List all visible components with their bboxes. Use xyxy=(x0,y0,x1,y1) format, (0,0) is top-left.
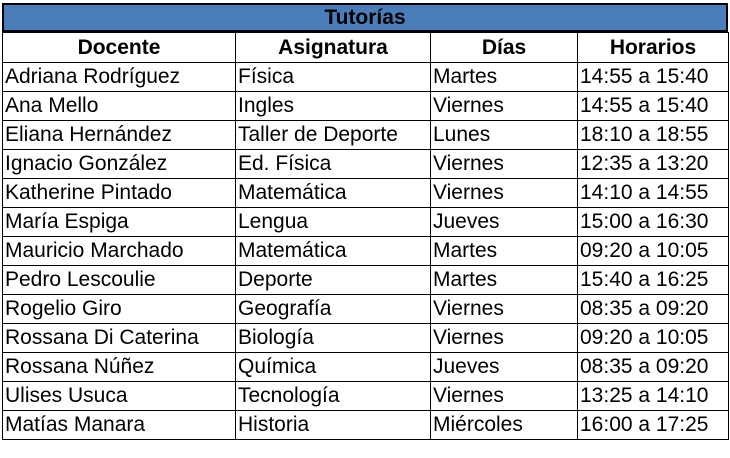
header-dias[interactable]: Días xyxy=(431,33,578,63)
docente-cell[interactable]: Rogelio Giro xyxy=(3,295,236,324)
horarios-cell[interactable]: 14:55 a 15:40 xyxy=(578,63,729,92)
docente-cell[interactable]: Rossana Núñez xyxy=(3,353,236,382)
horarios-cell[interactable]: 14:10 a 14:55 xyxy=(578,179,729,208)
asignatura-cell[interactable]: Física xyxy=(236,63,431,92)
horarios-cell[interactable]: 12:35 a 13:20 xyxy=(578,150,729,179)
table-row xyxy=(3,382,729,411)
docente-cell[interactable]: Eliana Hernández xyxy=(3,121,236,150)
table-row xyxy=(3,63,729,92)
table-row xyxy=(3,266,729,295)
table-title[interactable]: Tutorías xyxy=(2,3,728,32)
asignatura-cell[interactable]: Historia xyxy=(236,411,431,440)
horarios-cell[interactable]: 08:35 a 09:20 xyxy=(578,295,729,324)
dias-cell[interactable]: Viernes xyxy=(431,179,578,208)
horarios-cell[interactable]: 13:25 a 14:10 xyxy=(578,382,729,411)
table-body xyxy=(3,63,729,440)
horarios-cell[interactable]: 15:00 a 16:30 xyxy=(578,208,729,237)
asignatura-cell[interactable]: Lengua xyxy=(236,208,431,237)
docente-cell[interactable]: Pedro Lescoulie xyxy=(3,266,236,295)
dias-cell[interactable]: Viernes xyxy=(431,382,578,411)
docente-cell[interactable]: Adriana Rodríguez xyxy=(3,63,236,92)
table-row xyxy=(3,179,729,208)
dias-cell[interactable]: Lunes xyxy=(431,121,578,150)
dias-cell[interactable]: Viernes xyxy=(431,150,578,179)
header-horarios[interactable]: Horarios xyxy=(578,33,729,63)
docente-cell[interactable]: Matías Manara xyxy=(3,411,236,440)
dias-cell[interactable]: Viernes xyxy=(431,324,578,353)
dias-cell[interactable]: Martes xyxy=(431,63,578,92)
docente-cell[interactable]: Ulises Usuca xyxy=(3,382,236,411)
asignatura-cell[interactable]: Ingles xyxy=(236,92,431,121)
asignatura-cell[interactable]: Biología xyxy=(236,324,431,353)
dias-cell[interactable]: Viernes xyxy=(431,92,578,121)
header-row xyxy=(3,33,729,63)
horarios-cell[interactable]: 14:55 a 15:40 xyxy=(578,92,729,121)
asignatura-cell[interactable]: Química xyxy=(236,353,431,382)
asignatura-cell[interactable]: Taller de Deporte xyxy=(236,121,431,150)
horarios-cell[interactable]: 16:00 a 17:25 xyxy=(578,411,729,440)
table-row xyxy=(3,92,729,121)
dias-cell[interactable]: Jueves xyxy=(431,353,578,382)
asignatura-cell[interactable]: Ed. Física xyxy=(236,150,431,179)
asignatura-cell[interactable]: Deporte xyxy=(236,266,431,295)
dias-cell[interactable]: Martes xyxy=(431,266,578,295)
table-row xyxy=(3,353,729,382)
asignatura-cell[interactable]: Matemática xyxy=(236,179,431,208)
header-docente[interactable]: Docente xyxy=(3,33,236,63)
docente-cell[interactable]: Ana Mello xyxy=(3,92,236,121)
tutorias-sheet xyxy=(2,3,728,440)
docente-cell[interactable]: Rossana Di Caterina xyxy=(3,324,236,353)
docente-cell[interactable]: Katherine Pintado xyxy=(3,179,236,208)
table-row xyxy=(3,237,729,266)
table-row xyxy=(3,295,729,324)
dias-cell[interactable]: Martes xyxy=(431,237,578,266)
dias-cell[interactable]: Jueves xyxy=(431,208,578,237)
asignatura-cell[interactable]: Tecnología xyxy=(236,382,431,411)
table-row xyxy=(3,150,729,179)
tutorias-table xyxy=(2,32,729,440)
docente-cell[interactable]: Ignacio González xyxy=(3,150,236,179)
horarios-cell[interactable]: 09:20 a 10:05 xyxy=(578,324,729,353)
table-row xyxy=(3,411,729,440)
horarios-cell[interactable]: 18:10 a 18:55 xyxy=(578,121,729,150)
docente-cell[interactable]: María Espiga xyxy=(3,208,236,237)
asignatura-cell[interactable]: Geografía xyxy=(236,295,431,324)
table-row xyxy=(3,324,729,353)
table-row xyxy=(3,208,729,237)
horarios-cell[interactable]: 08:35 a 09:20 xyxy=(578,353,729,382)
dias-cell[interactable]: Miércoles xyxy=(431,411,578,440)
docente-cell[interactable]: Mauricio Marchado xyxy=(3,237,236,266)
header-asignatura[interactable]: Asignatura xyxy=(236,33,431,63)
dias-cell[interactable]: Viernes xyxy=(431,295,578,324)
horarios-cell[interactable]: 15:40 a 16:25 xyxy=(578,266,729,295)
asignatura-cell[interactable]: Matemática xyxy=(236,237,431,266)
table-row xyxy=(3,121,729,150)
horarios-cell[interactable]: 09:20 a 10:05 xyxy=(578,237,729,266)
